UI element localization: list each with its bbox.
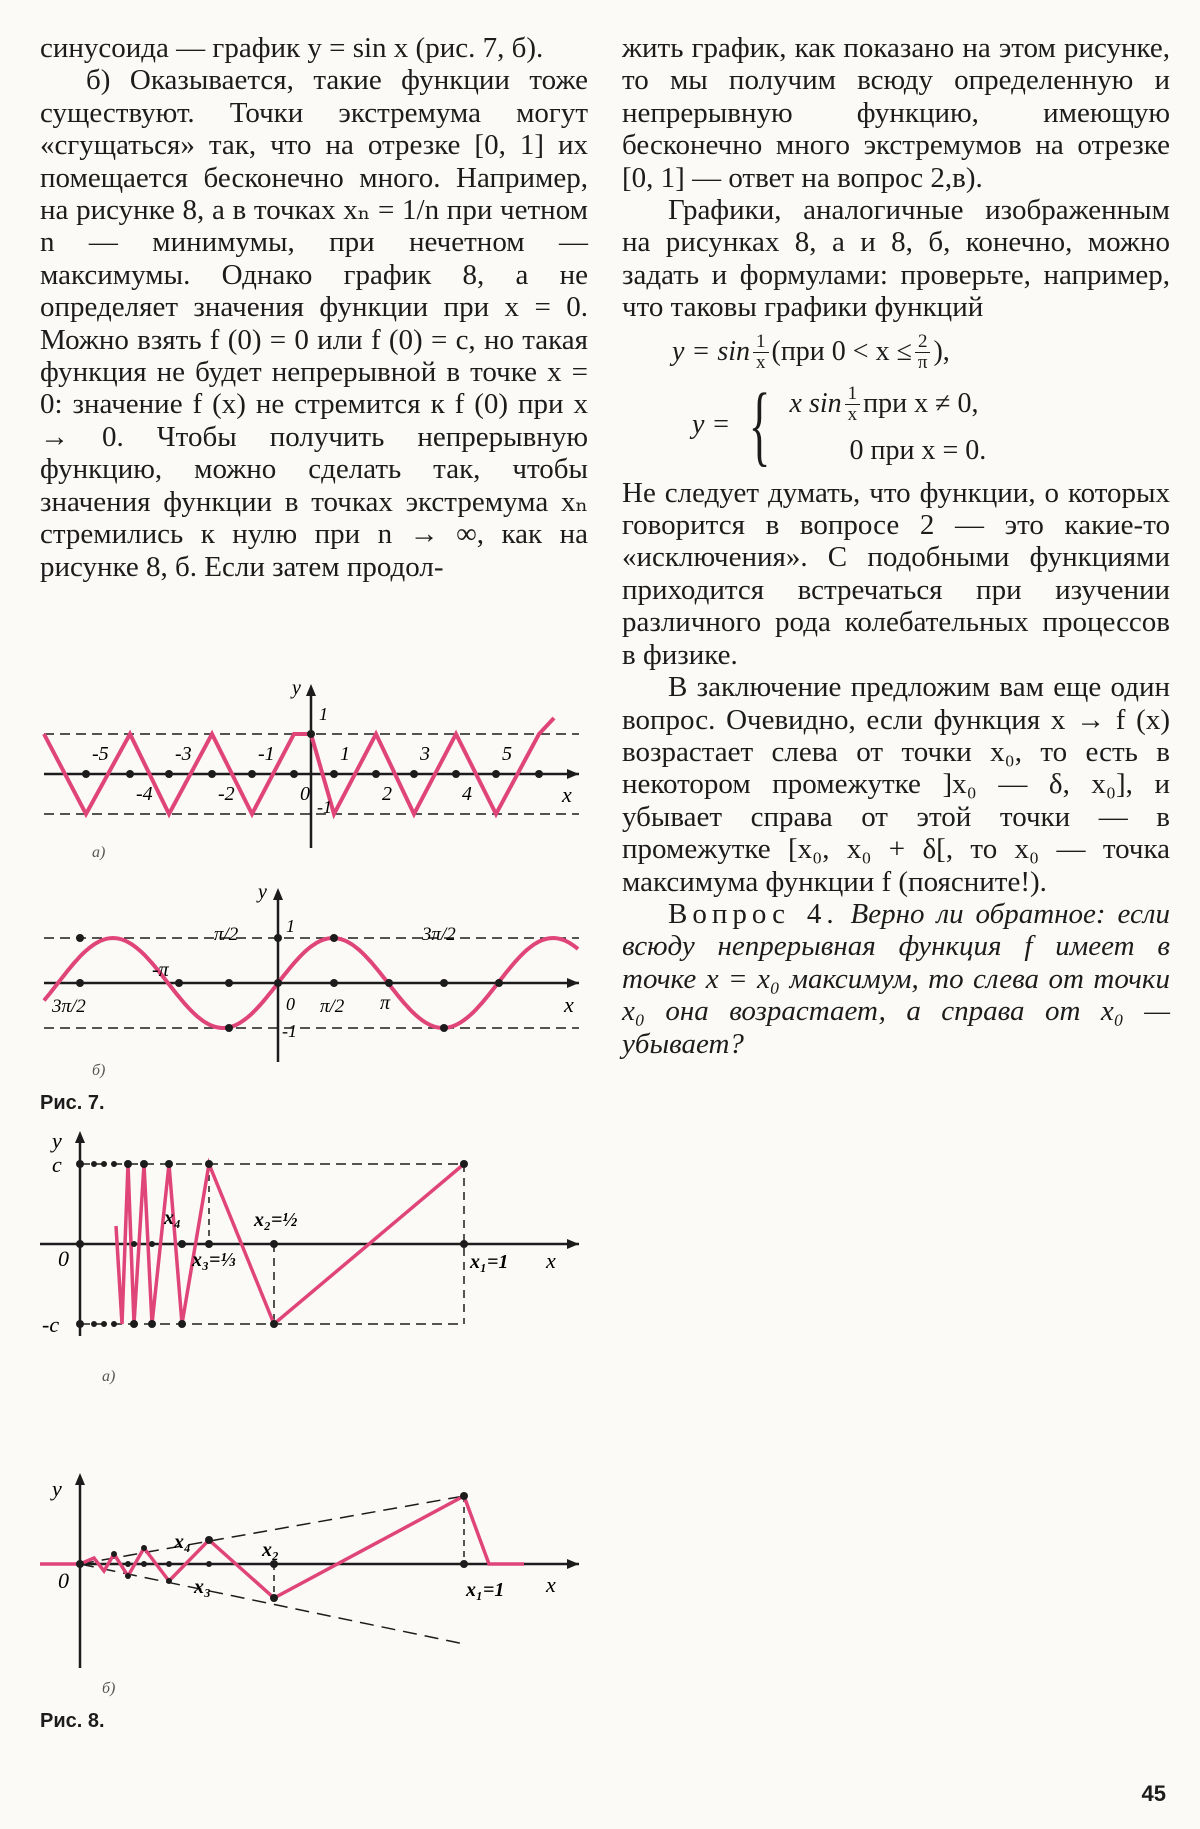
- fig7b-one: 1: [286, 916, 295, 936]
- right-paragraph-2: Графики, аналогичные изображенным на рисунках 8, а и 8, б, конечно, можно задать и формулами: проверьте, например, что таковы графики функций: [622, 194, 1170, 324]
- fig7b-neg-three-pi-2: 3π/2: [52, 996, 86, 1017]
- fig8a-x1: x₁=1: [470, 1251, 509, 1273]
- formula-2-row-1-cond: при x ≠ 0,: [863, 388, 979, 420]
- figure-7b: [34, 882, 590, 1062]
- fig7a-sub: а): [92, 844, 106, 861]
- fig8-caption: Рис. 8.: [40, 1710, 105, 1732]
- fig8b-x1: x₁=1: [466, 1579, 505, 1601]
- fig8b-x-label: x: [546, 1572, 556, 1597]
- formula-2: y = { x sin $\frac{1}{x}$ при x ≠ 0, 0 при x = 0.: [692, 375, 987, 475]
- fig8b-x3: x₃: [194, 1576, 211, 1598]
- fig7b-x-label: x: [564, 992, 574, 1017]
- fig7a-x-label: x: [562, 782, 572, 807]
- figure-7a: [34, 678, 590, 848]
- right-paragraph-5: [622, 898, 1170, 1060]
- right-column: [622, 32, 1170, 1060]
- zigzag-curve: [44, 718, 554, 814]
- left-column: [40, 32, 588, 583]
- fig7a-tick-label: 4: [462, 783, 472, 805]
- fig7b-minus-one: -1: [282, 1021, 297, 1041]
- formula-2-row-1: x sin: [789, 388, 842, 420]
- fig8b-x4: x₄: [174, 1531, 191, 1553]
- fig7a-tick-label: -3: [175, 743, 192, 765]
- figure-7b-plot: [34, 882, 590, 1062]
- fig7a-tick-label: -5: [92, 743, 109, 765]
- fig8b-y-label: y: [52, 1476, 62, 1501]
- fig7b-neg-pi-2: π/2: [214, 924, 239, 945]
- page-number: 45: [1141, 1781, 1166, 1806]
- figure-7a-plot: [34, 678, 590, 848]
- fig7a-tick-label: 2: [382, 783, 392, 805]
- fig7a-label-minus-one: -1: [317, 797, 332, 817]
- formula-1: [622, 332, 1170, 373]
- fig7b-three-pi-2: 3π/2: [422, 924, 456, 945]
- fig8a-x-label: x: [546, 1248, 556, 1273]
- fig7b-y-label: y: [258, 882, 267, 903]
- fig8a-sub: а): [102, 1368, 116, 1385]
- formula-1-condition: (при 0 < x ≤: [771, 335, 912, 367]
- fig7a-tick-label: -1: [258, 743, 275, 765]
- formula-1-fraction: $\frac{1}{x}$: [753, 332, 769, 373]
- fig8a-y-label: y: [52, 1128, 62, 1153]
- fig7a-tick-label: -2: [218, 783, 235, 805]
- fig8a-minus-c: -c: [42, 1312, 60, 1337]
- fig7a-tick-label: 5: [502, 743, 512, 765]
- formula-2-row-2: 0 при x = 0.: [849, 434, 987, 466]
- figure-8b: [34, 1468, 590, 1678]
- fig8a-zero: 0: [58, 1246, 69, 1271]
- fig7b-zero: 0: [286, 994, 295, 1014]
- fig7b-pi: π: [380, 992, 391, 1014]
- fig7a-tick-label: 1: [340, 743, 350, 765]
- right-paragraph-1: жить график, как показано на этом рисунке, то мы получим всюду определенную и непрерывную функцию, имеющую бесконечно много экстремумов на отрезке [0, 1] — ответ на вопрос 2,в).: [622, 32, 1170, 194]
- formula-1-cond-fraction: $\frac{2}{\pi}$: [915, 332, 931, 373]
- right-paragraph-4: В заключение предложим вам еще один вопрос. Очевидно, если функция x → f (x) возрастает слева от точки x₀, то есть в некотором промежутке ]x₀ — δ, x₀], и убывает справа от этой точки — в промежутке [x₀, x₀ + δ[, то x₀ — точка максимума функции f (поясните!).: [622, 671, 1170, 898]
- formula-2-lhs: y =: [692, 409, 731, 441]
- fig7-caption: Рис. 7.: [40, 1092, 105, 1114]
- left-paragraph-2: б) Оказывается, такие функции тоже существуют. Точки экстремума могут «сгущаться» так, что на отрезке [0, 1] их помещается бесконечно много. Например, на рисунке 8, а в точках xₙ = 1/n при четном n — минимумы, при нечетном — максимумы. Однако график 8, а не определяет значения функции при x = 0. Можно взять f (0) = 0 или f (0) = c, но такая функция не будет непрерывной в точке x = 0: значение f (x) не стремится к f (0) при x → 0. Чтобы получить непрерывную функцию, можно сделать так, чтобы значения функции в точках экстремума xₙ стремились к нулю при n → ∞, как на рисунке 8, б. Если затем продол-: [40, 64, 588, 583]
- formula-2-brace: {: [749, 375, 771, 475]
- damped-curve: [40, 1496, 524, 1598]
- figure-8a: [34, 1126, 590, 1346]
- fig8b-x2: x₂: [262, 1539, 279, 1561]
- fig7b-sub: б): [92, 1062, 106, 1079]
- fig8b-sub: б): [102, 1680, 116, 1697]
- fig8a-x4: x₄: [164, 1207, 181, 1229]
- fig8a-x3: x₃=⅓: [192, 1249, 236, 1271]
- fig7a-tick-label: -4: [136, 783, 153, 805]
- left-paragraph-1: синусоида — график y = sin x (рис. 7, б).: [40, 32, 544, 64]
- formula-1-cond-post: ),: [933, 335, 950, 367]
- fig7a-tick-label: 0: [300, 783, 310, 805]
- right-paragraph-3: Не следует думать, что функции, о которых говорится в вопросе 2 — это какие-то «исключения». С подобными функциями приходится встречаться при изучении различного рода колебательных процессов в физике.: [622, 476, 1170, 671]
- question-text: Верно ли обратное: если всюду непрерывная функция f имеет в точке x = x₀ максимум, то слева от точки x₀ она возрастает, а справа от x₀ — убывает?: [622, 897, 1170, 1060]
- fig7a-tick-label: 3: [420, 743, 430, 765]
- formula-1-lhs: y = sin: [672, 335, 750, 367]
- fig7b-neg-pi: -π: [152, 959, 169, 981]
- question-label: Вопрос 4.: [668, 897, 839, 930]
- figure-8a-plot: [34, 1126, 590, 1346]
- figure-8b-plot: [34, 1468, 590, 1678]
- fig7a-y-label: y: [292, 678, 301, 699]
- fig7a-label-one: 1: [319, 704, 328, 724]
- fig8a-c: c: [52, 1152, 62, 1177]
- fig8a-x2: x₂=½: [254, 1209, 298, 1231]
- fig7b-pi-2: π/2: [320, 996, 345, 1017]
- fig8b-zero: 0: [58, 1568, 69, 1593]
